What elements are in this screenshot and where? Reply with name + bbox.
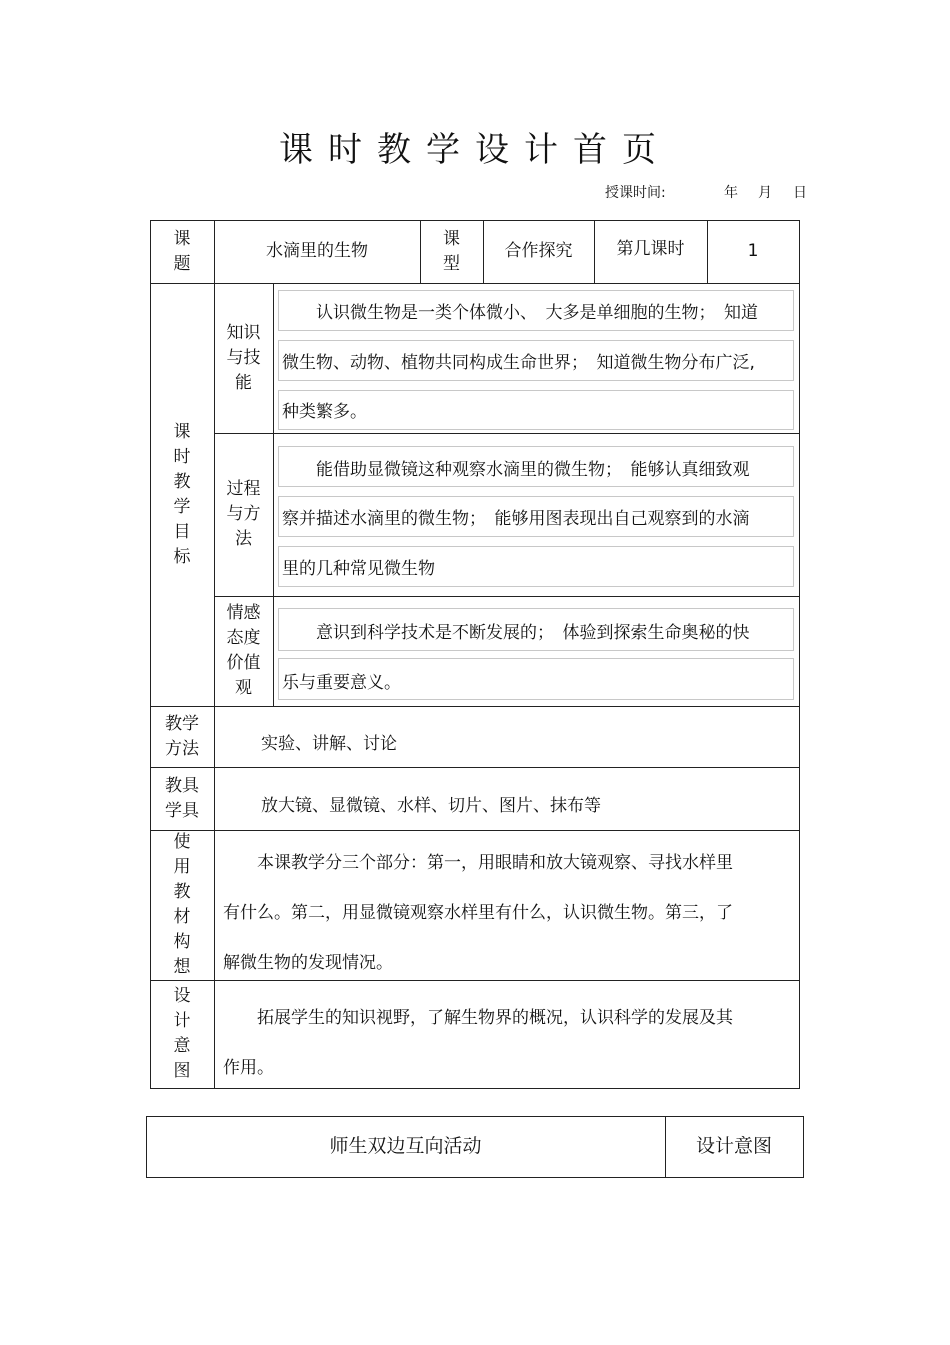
date-label: 授课时间:: [605, 185, 666, 201]
tools-label-cell: [150, 767, 214, 830]
topic-label-cell: [150, 220, 214, 283]
emotion-label-cell: [214, 596, 273, 706]
process-label-cell: [214, 433, 273, 596]
intent-line-1: 拓展学生的知识视野，了解生物界的概况，认识科学的发展及其: [223, 1008, 733, 1028]
knowledge-label-cell: [214, 283, 273, 433]
table-border: [803, 1116, 804, 1178]
emotion-label-line-4: 观: [235, 678, 252, 698]
knowledge-label: 知识与技能: [226, 322, 261, 393]
process-label: 过程与方法: [226, 479, 261, 549]
date-year: 年: [724, 185, 738, 201]
material-label-cell: [150, 830, 214, 980]
type-label: 课型: [443, 228, 460, 274]
period-value: 1: [747, 241, 759, 261]
knowledge-line-1: 认识微生物是一类个体微小、 大多是单细胞的生物； 知道: [282, 303, 758, 323]
table-border: [146, 1177, 804, 1178]
method-label-line-1: 教学: [165, 713, 199, 734]
table-border: [214, 596, 800, 597]
knowledge-line-2: 微生物、动物、植物共同构成生命世界； 知道微生物分布广泛,: [282, 353, 755, 373]
table-border: [150, 767, 800, 768]
tools-value: 放大镜、显微镜、水样、切片、图片、抹布等: [261, 796, 601, 816]
process-line-1: 能借助显微镜这种观察水滴里的微生物； 能够认真细致观: [282, 460, 750, 480]
emotion-label-line-3: 价值: [226, 653, 261, 673]
date-day: 日: [793, 185, 807, 201]
intent-line-2: 作用。: [223, 1058, 274, 1078]
emotion-label-line-1: 情感: [226, 603, 261, 623]
material-line-2: 有什么。第二，用显微镜观察水样里有什么，认识微生物。第三，了: [223, 903, 733, 923]
process-line-3: 里的几种常见微生物: [282, 559, 435, 579]
method-value: 实验、讲解、讨论: [261, 734, 397, 754]
material-line-1: 本课教学分三个部分：第一，用眼睛和放大镜观察、寻找水样里: [223, 853, 733, 873]
emotion-line-1: 意识到科学技术是不断发展的； 体验到探索生命奥秘的快: [282, 623, 750, 643]
tools-label-line-1: 教具: [165, 775, 199, 796]
topic-label: 课题: [173, 228, 191, 274]
type-value: 合作探究: [504, 241, 573, 261]
topic-value: 水滴里的生物: [266, 241, 368, 261]
process-line-2: 察并描述水滴里的微生物； 能够用图表现出自己观察到的水滴: [282, 509, 750, 529]
table-border: [150, 1088, 800, 1089]
table-border: [150, 706, 800, 707]
table-border: [799, 220, 800, 1089]
method-label-cell: [150, 706, 214, 767]
intent-label: 设计意图: [173, 986, 191, 1081]
activity-header: 师生双边互向活动: [329, 1135, 482, 1157]
tools-label-line-2: 学具: [165, 800, 199, 821]
material-line-3: 解微生物的发现情况。: [223, 953, 393, 973]
table-border: [273, 283, 274, 707]
page-title: 课时教学设计首页: [279, 130, 671, 170]
material-label: 使用教材构想: [173, 832, 191, 977]
period-label: 第几课时: [616, 238, 685, 259]
activity-intent-header: 设计意图: [695, 1135, 772, 1157]
table-border: [214, 433, 800, 434]
emotion-line-2: 乐与重要意义。: [282, 673, 401, 693]
date-month: 月: [758, 185, 772, 201]
intent-label-cell: [150, 980, 214, 1088]
method-label-line-2: 方法: [165, 738, 199, 759]
objectives-label: 课时教学目标: [173, 421, 191, 567]
objectives-label-cell: [150, 283, 214, 706]
knowledge-line-3: 种类繁多。: [282, 402, 367, 422]
table-border: [150, 980, 800, 981]
type-label-cell: [420, 220, 483, 283]
table-border: [150, 830, 800, 831]
emotion-label-line-2: 态度: [226, 628, 261, 648]
